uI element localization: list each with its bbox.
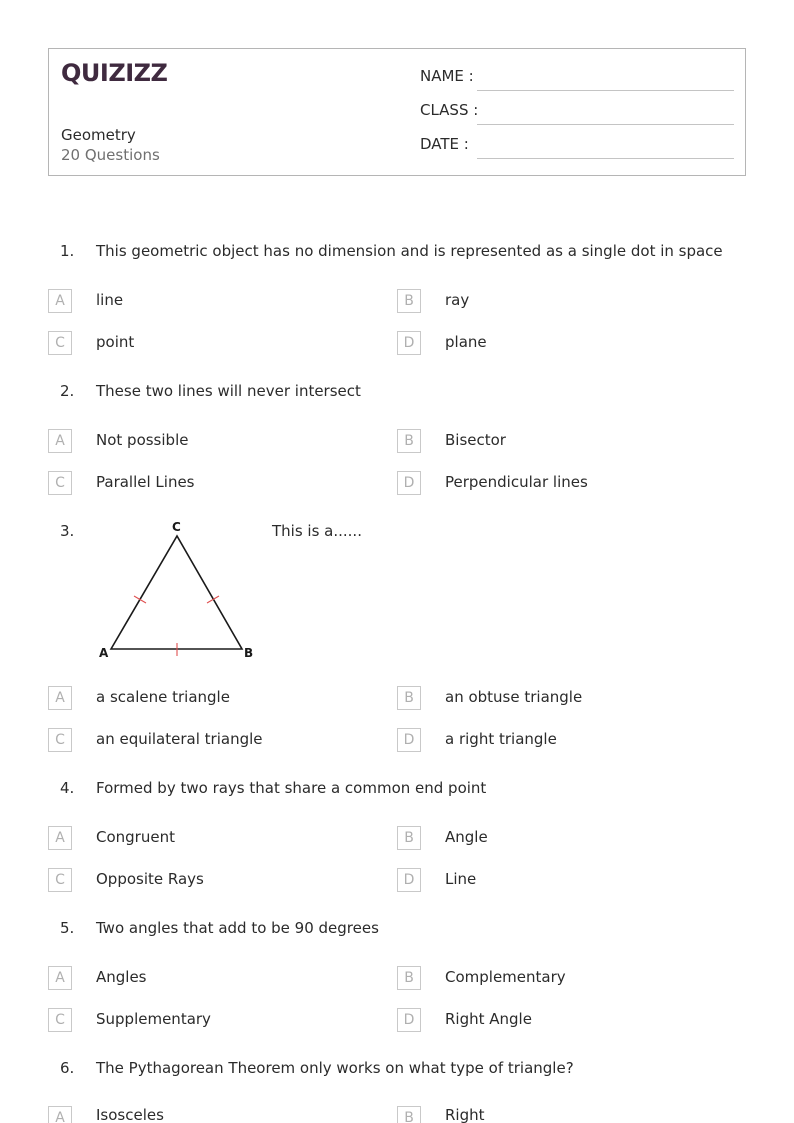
question-text: Two angles that add to be 90 degrees	[96, 919, 379, 937]
option-letter-box[interactable]: D	[397, 728, 421, 752]
question-text: The Pythagorean Theorem only works on what type of triangle?	[96, 1059, 574, 1077]
option-text[interactable]: Right	[445, 1106, 485, 1123]
option-text[interactable]: Not possible	[96, 431, 189, 449]
tick-mark-left	[134, 596, 146, 603]
option-text[interactable]: an obtuse triangle	[445, 688, 583, 706]
question-number: 3.	[60, 522, 75, 540]
option-text[interactable]: Congruent	[96, 828, 175, 846]
option-letter-box[interactable]: A	[48, 429, 72, 453]
option-letter-box[interactable]: A	[48, 1106, 72, 1123]
option-text[interactable]: Right Angle	[445, 1010, 532, 1028]
date-label: DATE :	[420, 135, 469, 153]
option-text[interactable]: plane	[445, 333, 487, 351]
option-letter-box[interactable]: C	[48, 331, 72, 355]
option-text[interactable]: Parallel Lines	[96, 473, 195, 491]
question-count: 20 Questions	[61, 146, 160, 164]
option-letter-box[interactable]: A	[48, 826, 72, 850]
option-text[interactable]: Perpendicular lines	[445, 473, 588, 491]
option-letter-box[interactable]: B	[397, 826, 421, 850]
option-letter-box[interactable]: C	[48, 868, 72, 892]
question-number: 2.	[60, 382, 75, 400]
worksheet-header	[48, 48, 746, 176]
option-letter-box[interactable]: D	[397, 471, 421, 495]
option-text[interactable]: Angles	[96, 968, 147, 986]
triangle-outline	[111, 536, 242, 649]
option-text[interactable]: Isosceles	[96, 1106, 164, 1123]
option-text[interactable]: Angle	[445, 828, 488, 846]
question-text: These two lines will never intersect	[96, 382, 361, 400]
option-letter-box[interactable]: B	[397, 686, 421, 710]
option-letter-box[interactable]: C	[48, 471, 72, 495]
option-text[interactable]: Supplementary	[96, 1010, 211, 1028]
date-field[interactable]	[420, 135, 734, 159]
question-number: 4.	[60, 779, 75, 797]
option-text[interactable]: point	[96, 333, 135, 351]
name-label: NAME :	[420, 67, 474, 85]
equilateral-triangle-figure	[96, 518, 266, 663]
option-text[interactable]: Opposite Rays	[96, 870, 204, 888]
option-text[interactable]: Complementary	[445, 968, 566, 986]
option-text[interactable]: a scalene triangle	[96, 688, 230, 706]
option-letter-box[interactable]: B	[397, 966, 421, 990]
option-text[interactable]: ray	[445, 291, 470, 309]
option-text[interactable]: Bisector	[445, 431, 506, 449]
question-number: 6.	[60, 1059, 75, 1077]
option-text[interactable]: an equilateral triangle	[96, 730, 263, 748]
question-text: This geometric object has no dimension and is represented as a single dot in space	[96, 242, 723, 260]
vertex-label-a: A	[99, 646, 109, 660]
option-text[interactable]: line	[96, 291, 124, 309]
question-text: Formed by two rays that share a common end point	[96, 779, 487, 797]
vertex-label-b: B	[244, 646, 254, 660]
option-letter-box[interactable]: D	[397, 331, 421, 355]
option-letter-box[interactable]: B	[397, 429, 421, 453]
name-field[interactable]	[420, 67, 734, 91]
class-label: CLASS :	[420, 101, 479, 119]
question-number: 1.	[60, 242, 75, 260]
option-letter-box[interactable]: A	[48, 289, 72, 313]
option-letter-box[interactable]: A	[48, 686, 72, 710]
option-letter-box[interactable]: B	[397, 289, 421, 313]
date-line[interactable]	[477, 158, 734, 159]
option-letter-box[interactable]: A	[48, 966, 72, 990]
vertex-label-c: C	[172, 520, 181, 534]
quizizz-logo: QUIZIZZ	[61, 59, 168, 87]
option-letter-box[interactable]: C	[48, 728, 72, 752]
question-text: This is a......	[272, 522, 362, 540]
option-letter-box[interactable]: D	[397, 868, 421, 892]
option-letter-box[interactable]: D	[397, 1008, 421, 1032]
class-line[interactable]	[477, 124, 734, 125]
name-line[interactable]	[477, 90, 734, 91]
class-field[interactable]	[420, 101, 734, 125]
question-number: 5.	[60, 919, 75, 937]
option-letter-box[interactable]: C	[48, 1008, 72, 1032]
worksheet-title: Geometry	[61, 126, 136, 144]
option-text[interactable]: a right triangle	[445, 730, 557, 748]
option-letter-box[interactable]: B	[397, 1106, 421, 1123]
option-text[interactable]: Line	[445, 870, 477, 888]
